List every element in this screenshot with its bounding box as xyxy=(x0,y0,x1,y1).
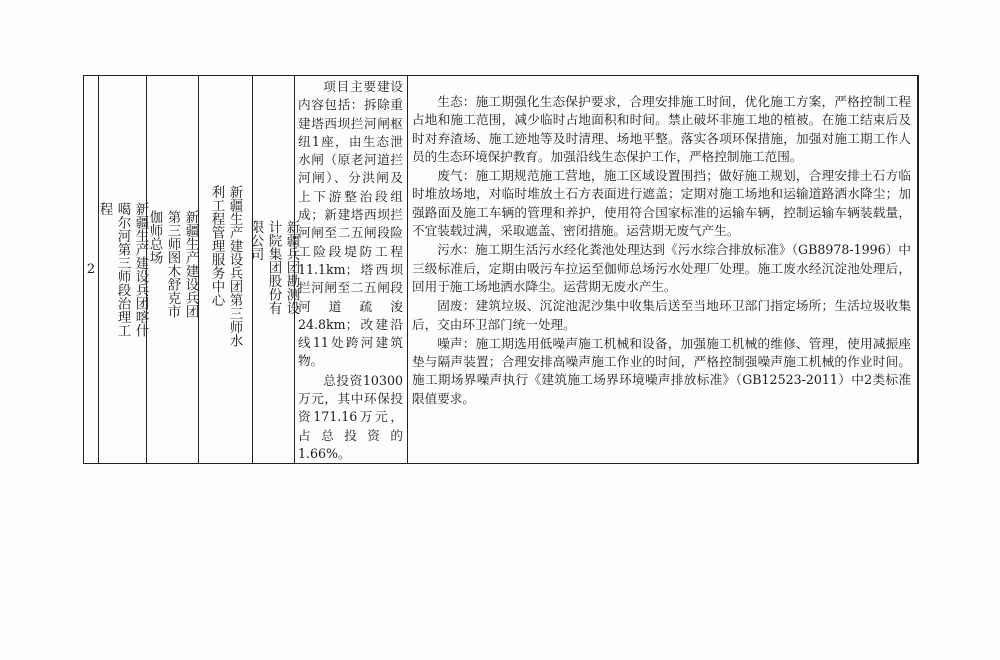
row-number: 2 xyxy=(84,76,99,464)
measure-solid-waste: 固废：建筑垃圾、沉淀池泥沙集中收集后送至当地环卫部门指定场所；生活垃圾收集后，交由环卫部门统一处理。 xyxy=(412,298,911,332)
table-row xyxy=(84,76,919,464)
measure-ecology: 生态：施工期强化生态保护要求，合理安排施工时间，优化施工方案，严格控制工程占地和施工范围，减少临时占地面积和时间。禁止破坏非施工地的植被。在施工结束后及时对弃渣场、施工迹地等及时清理、场地平整。落实各项环保措施，加强对施工期工作人员的生态环境保护教育。加强沿线生态保护工作，严格控制施工范围。 xyxy=(412,94,911,164)
project-name: 新疆生产建设兵团喀什噶尔河第三师段治理工程 xyxy=(96,202,149,338)
measures-cell xyxy=(408,76,918,464)
department-cell xyxy=(147,76,199,464)
construction-unit-cell xyxy=(199,76,253,464)
project-table xyxy=(83,75,919,464)
blank-cell xyxy=(918,76,919,464)
department: 新疆生产建设兵团第三师图木舒克市伽师总场 xyxy=(146,209,199,318)
measure-noise: 噪声：施工期选用低噪声施工机械和设备，加强施工机械的维修、管理，使用减振座垫与隔声装置；合理安排高噪声施工作业的时间，严格控制强噪声施工机械的作业时间。施工期场界噪声执行《建筑施工场界环境噪声排放标准》（GB12523-2011）中2类标准限值要求。 xyxy=(412,335,911,406)
project-name-cell xyxy=(96,76,149,464)
construction-unit: 新疆生产建设兵团第三师水利工程管理服务中心 xyxy=(208,184,243,347)
project-investment: 总投资10300万元，其中环保投资171.16万元，占总投资的1.66%。 xyxy=(298,372,403,461)
project-content-main: 项目主要建设内容包括：拆除重建塔西坝拦河闸枢纽1座，由生态泄水闸（原老河道拦河闸）、分洪闸及上下游整治段组成；新建塔西坝拦河闸至二五闸段险工险段堤防工程11.1km；塔西坝拦河闸至二五闸段河道疏浚24.8km；改建沿线11处跨河建筑物。 xyxy=(298,79,403,369)
project-content-cell xyxy=(295,76,408,464)
eia-institute-cell xyxy=(247,76,300,464)
measure-wastewater: 污水：施工期生活污水经化粪池处理达到《污水综合排放标准》（GB8978-1996）中三级标准后，定期由吸污车拉运至伽师总场污水处理厂处理。施工废水经沉淀池处理后，回用于施工场地洒水降尘。运营期无废水产生。 xyxy=(412,242,911,294)
eia-institute: 新疆兵团勘测设计院集团股份有限公司 xyxy=(247,219,300,315)
measure-exhaust-gas: 废气：施工期规范施工营地，施工区域设置围挡；做好施工规划，合理安排土石方临时堆放场地，对临时堆放土石方表面进行遮盖；定期对施工场地和运输道路洒水降尘；加强路面及施工车辆的管理和养护，使用符合国家标准的运输车辆，控制运输车辆装载量，不宜装载过满，采取遮盖、密闭措施。运营期无废气产生。 xyxy=(412,168,911,239)
